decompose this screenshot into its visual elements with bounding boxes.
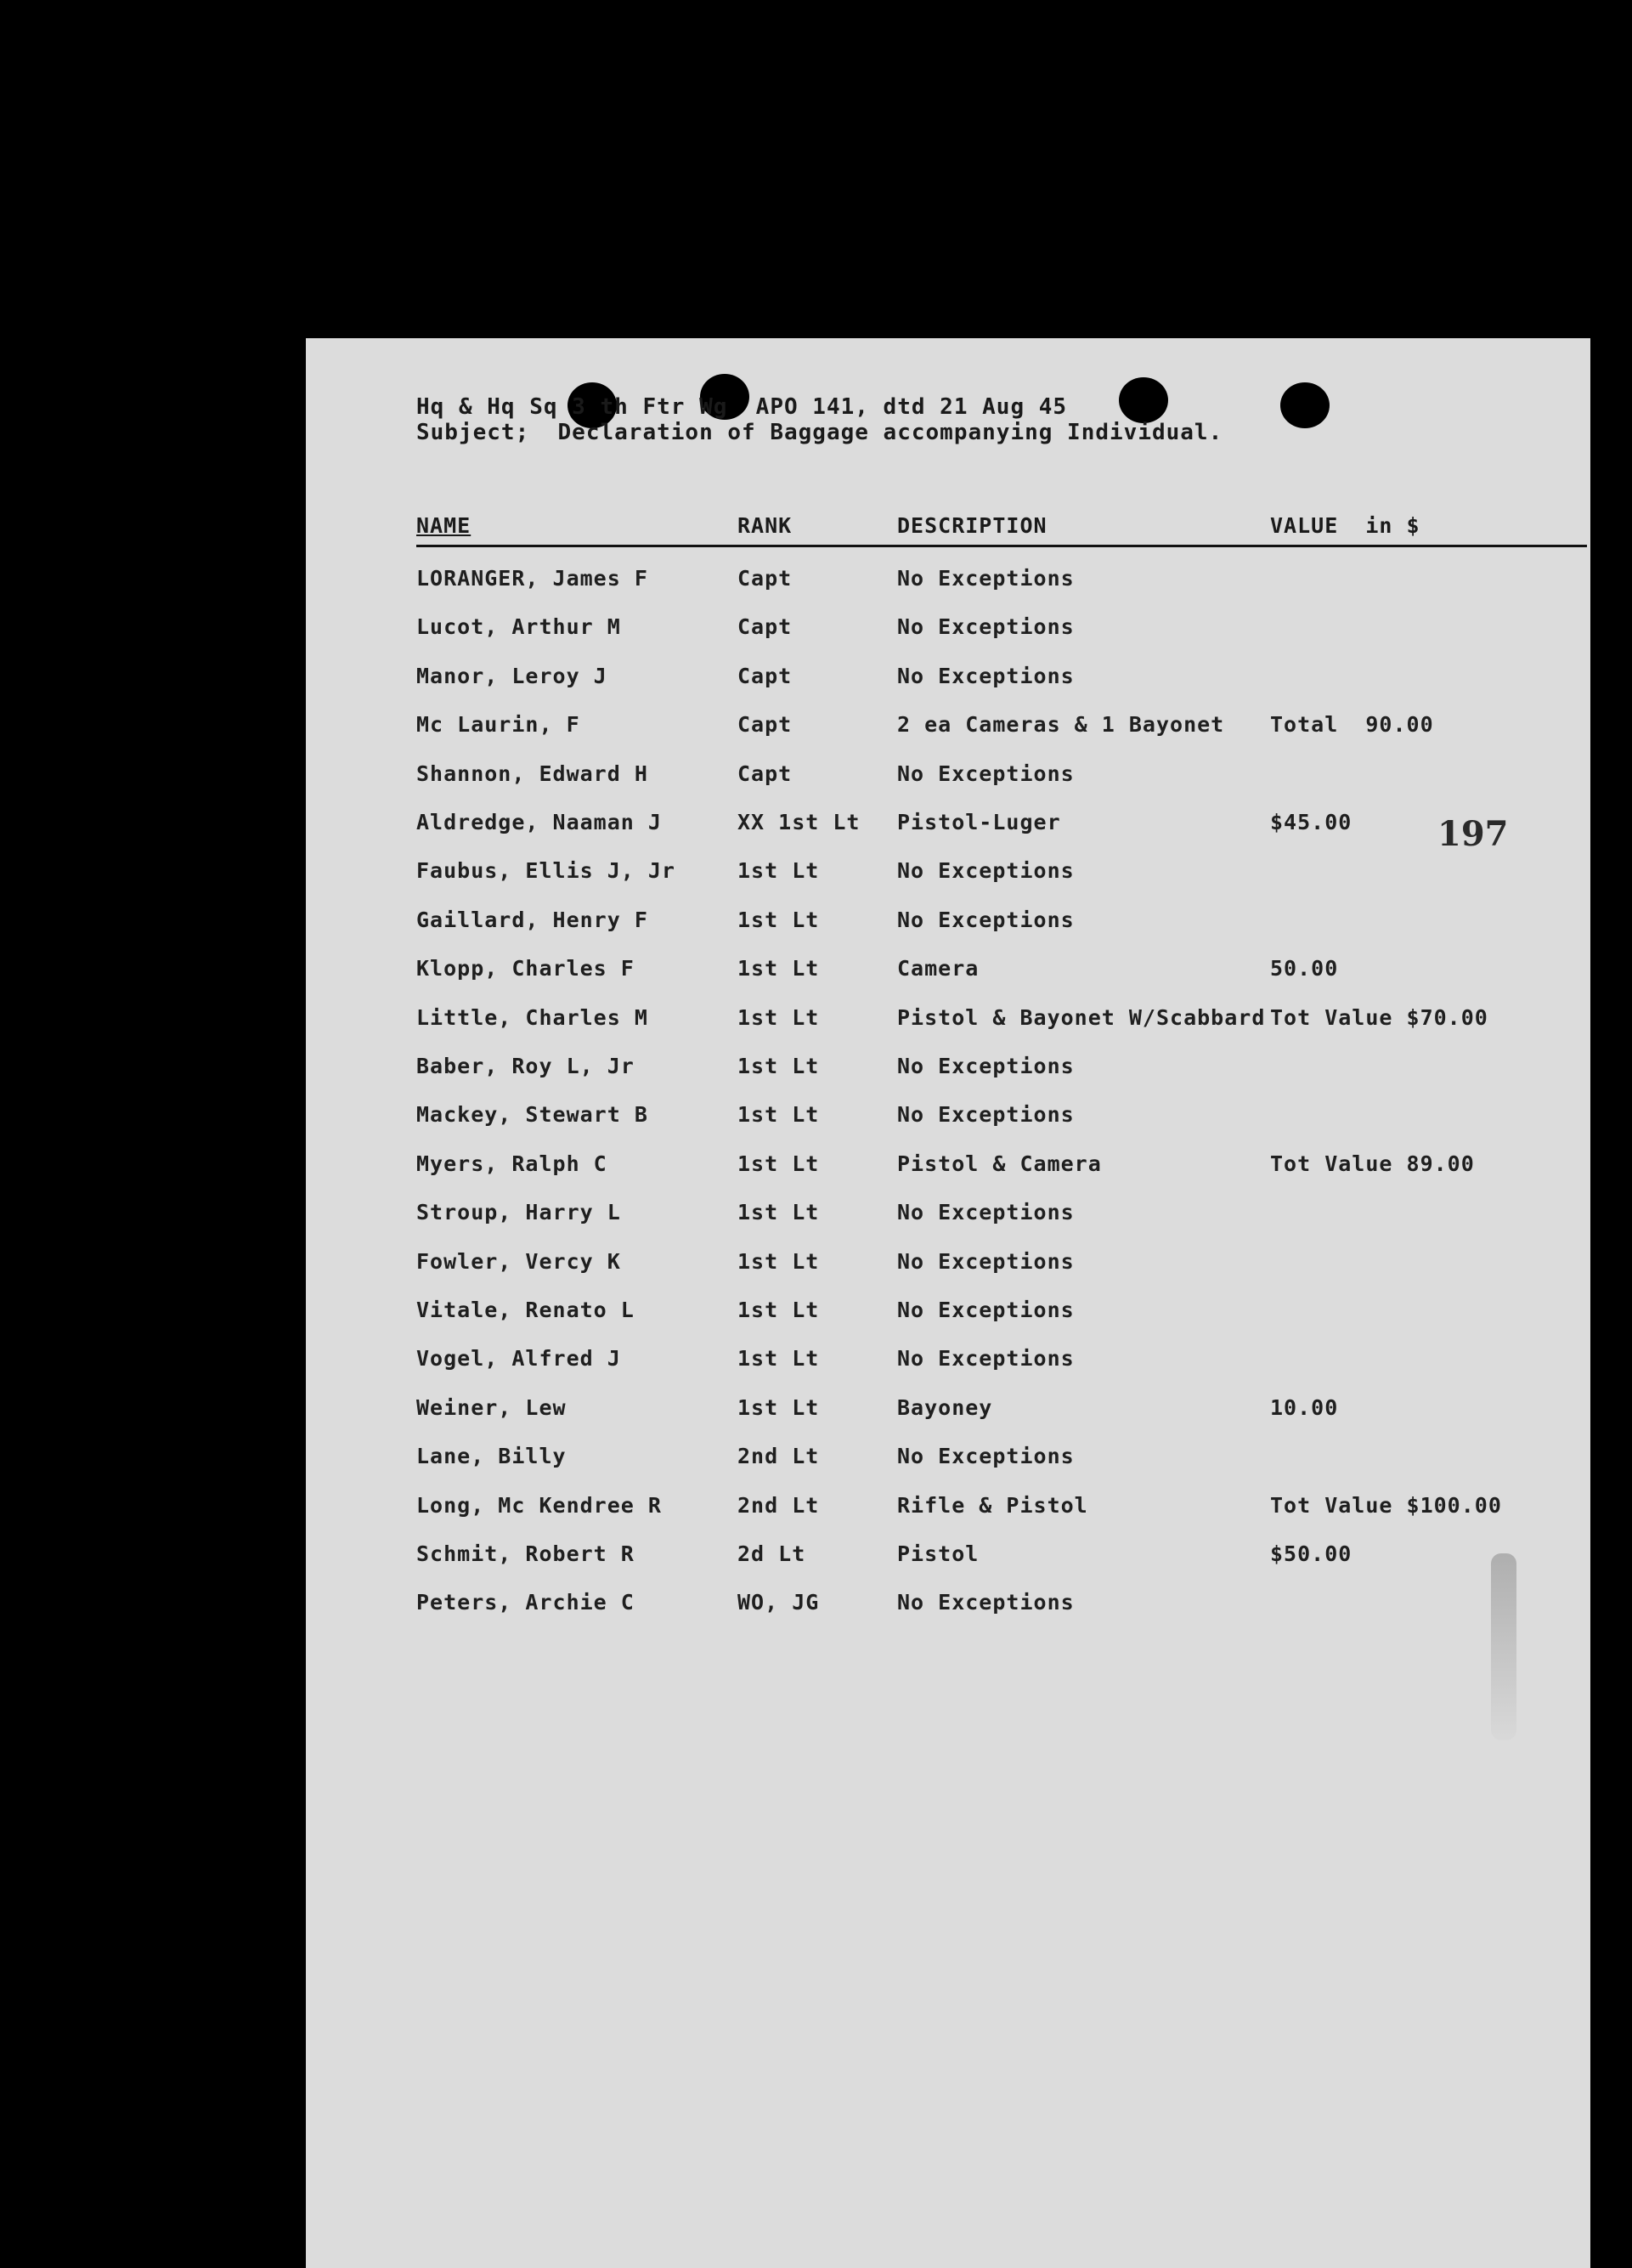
- table-row: [306, 1346, 1590, 1380]
- row-rank: 1st Lt: [737, 1102, 820, 1127]
- punch-hole: [1280, 382, 1330, 428]
- row-description: No Exceptions: [897, 566, 1075, 591]
- row-rank: WO, JG: [737, 1590, 820, 1615]
- row-value: Tot Value 89.00: [1270, 1151, 1475, 1176]
- row-name: Lane, Billy: [416, 1444, 567, 1468]
- row-name: Little, Charles M: [416, 1005, 648, 1030]
- row-description: No Exceptions: [897, 1346, 1075, 1371]
- row-name: Fowler, Vercy K: [416, 1249, 621, 1274]
- row-rank: 1st Lt: [737, 1200, 820, 1224]
- column-header-name: NAME: [416, 513, 472, 538]
- row-description: No Exceptions: [897, 614, 1075, 639]
- row-value: Tot Value $70.00: [1270, 1005, 1488, 1030]
- row-value: Tot Value $100.00: [1270, 1493, 1502, 1518]
- row-rank: 1st Lt: [737, 1005, 820, 1030]
- row-rank: 2nd Lt: [737, 1493, 820, 1518]
- row-value: $50.00: [1270, 1541, 1352, 1566]
- table-row: [306, 1054, 1590, 1088]
- table-row: [306, 614, 1590, 648]
- row-name: Klopp, Charles F: [416, 956, 635, 981]
- row-description: Bayoney: [897, 1395, 993, 1420]
- row-value: 10.00: [1270, 1395, 1339, 1420]
- table-row: [306, 761, 1590, 795]
- row-name: Mackey, Stewart B: [416, 1102, 648, 1127]
- row-description: No Exceptions: [897, 761, 1075, 786]
- row-name: Myers, Ralph C: [416, 1151, 607, 1176]
- row-name: Shannon, Edward H: [416, 761, 648, 786]
- row-name: Gaillard, Henry F: [416, 908, 648, 932]
- row-name: Aldredge, Naaman J: [416, 810, 662, 834]
- row-rank: 2d Lt: [737, 1541, 806, 1566]
- row-name: Faubus, Ellis J, Jr: [416, 858, 675, 883]
- row-name: Lucot, Arthur M: [416, 614, 621, 639]
- table-row: [306, 566, 1590, 600]
- row-rank: Capt: [737, 761, 793, 786]
- row-name: Baber, Roy L, Jr: [416, 1054, 635, 1078]
- table-row: [306, 1151, 1590, 1185]
- row-rank: Capt: [737, 712, 793, 737]
- table-row: [306, 1493, 1590, 1527]
- punch-hole: [1119, 377, 1168, 423]
- row-description: No Exceptions: [897, 1249, 1075, 1274]
- table-row: [306, 1590, 1590, 1624]
- row-name: Schmit, Robert R: [416, 1541, 635, 1566]
- row-description: No Exceptions: [897, 1054, 1075, 1078]
- row-rank: 1st Lt: [737, 1298, 820, 1322]
- row-name: Long, Mc Kendree R: [416, 1493, 662, 1518]
- header-line-1: Hq & Hq Sq 3 th Ftr Wg APO 141, dtd 21 Aug 45: [416, 394, 1068, 420]
- header-rule: [416, 545, 1587, 547]
- row-name: Vogel, Alfred J: [416, 1346, 621, 1371]
- row-description: No Exceptions: [897, 858, 1075, 883]
- row-description: No Exceptions: [897, 1298, 1075, 1322]
- column-header-description: DESCRIPTION: [897, 513, 1048, 538]
- table-row: [306, 1102, 1590, 1136]
- document-page: [306, 338, 1590, 2268]
- row-name: Mc Laurin, F: [416, 712, 580, 737]
- row-name: Stroup, Harry L: [416, 1200, 621, 1224]
- row-rank: 1st Lt: [737, 1249, 820, 1274]
- row-rank: 1st Lt: [737, 956, 820, 981]
- header-subject: Subject; Declaration of Baggage accompanying Individual.: [416, 420, 1223, 445]
- row-value: Total 90.00: [1270, 712, 1434, 737]
- row-rank: 1st Lt: [737, 1346, 820, 1371]
- row-description: Pistol & Camera: [897, 1151, 1102, 1176]
- row-name: Peters, Archie C: [416, 1590, 635, 1615]
- column-header-rank: RANK: [737, 513, 793, 538]
- row-name: Manor, Leroy J: [416, 664, 607, 688]
- row-rank: 1st Lt: [737, 1395, 820, 1420]
- page-number: 197: [1437, 814, 1509, 854]
- row-description: Pistol: [897, 1541, 980, 1566]
- table-row: [306, 1200, 1590, 1234]
- row-rank: 1st Lt: [737, 908, 820, 932]
- row-rank: 2nd Lt: [737, 1444, 820, 1468]
- row-name: Vitale, Renato L: [416, 1298, 635, 1322]
- table-row: [306, 664, 1590, 698]
- table-row: [306, 858, 1590, 892]
- row-rank: XX 1st Lt: [737, 810, 861, 834]
- ink-smudge: [1491, 1553, 1516, 1740]
- row-description: Rifle & Pistol: [897, 1493, 1088, 1518]
- row-rank: Capt: [737, 664, 793, 688]
- row-rank: Capt: [737, 614, 793, 639]
- row-rank: 1st Lt: [737, 858, 820, 883]
- table-row: [306, 1444, 1590, 1478]
- table-row: [306, 1249, 1590, 1283]
- table-row: [306, 1005, 1590, 1039]
- row-description: No Exceptions: [897, 1102, 1075, 1127]
- row-rank: Capt: [737, 566, 793, 591]
- row-description: Camera: [897, 956, 980, 981]
- row-name: Weiner, Lew: [416, 1395, 567, 1420]
- row-rank: 1st Lt: [737, 1151, 820, 1176]
- row-description: No Exceptions: [897, 1200, 1075, 1224]
- row-rank: 1st Lt: [737, 1054, 820, 1078]
- row-name: LORANGER, James F: [416, 566, 648, 591]
- table-row: [306, 1298, 1590, 1332]
- row-description: 2 ea Cameras & 1 Bayonet: [897, 712, 1225, 737]
- table-row: [306, 908, 1590, 942]
- table-row: [306, 1541, 1590, 1575]
- row-description: No Exceptions: [897, 1590, 1075, 1615]
- row-description: No Exceptions: [897, 908, 1075, 932]
- row-value: 50.00: [1270, 956, 1339, 981]
- table-row: [306, 712, 1590, 746]
- row-description: No Exceptions: [897, 1444, 1075, 1468]
- row-value: $45.00: [1270, 810, 1352, 834]
- table-row: [306, 1395, 1590, 1429]
- column-header-value: VALUE in $: [1270, 513, 1420, 538]
- row-description: No Exceptions: [897, 664, 1075, 688]
- row-description: Pistol & Bayonet W/Scabbard: [897, 1005, 1266, 1030]
- row-description: Pistol-Luger: [897, 810, 1061, 834]
- table-row: [306, 956, 1590, 990]
- table-row: [306, 810, 1590, 844]
